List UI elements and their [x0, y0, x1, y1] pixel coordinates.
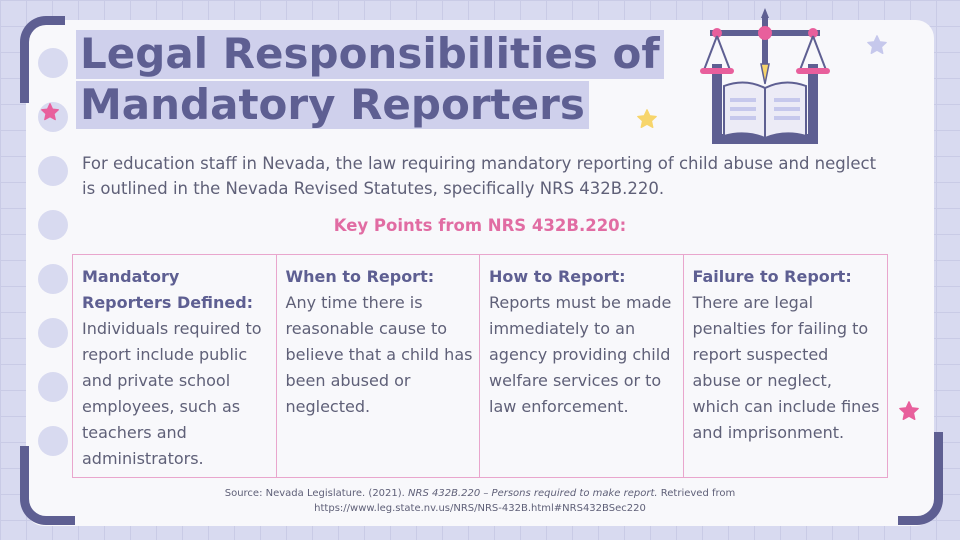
source-work-title: NRS 432B.220 – Persons required to make report. [408, 488, 658, 499]
page-title-line-1: Legal Responsibilities of [76, 30, 664, 79]
intro-paragraph: For education staff in Nevada, the law requiring mandatory reporting of child abuse and neglect is outlined in the Nevada Revised Statutes, specifically NRS 432B.220. [82, 154, 877, 198]
star-icon [866, 34, 888, 56]
key-point-heading: How to Report: [489, 267, 626, 286]
source-url: https://www.leg.state.nv.us/NRS/NRS-432B.html#NRS432BSec220 [314, 503, 646, 514]
punch-hole [38, 372, 68, 402]
corner-bracket-top-left [20, 16, 65, 103]
key-point-heading: When to Report: [285, 267, 435, 286]
source-suffix: Retrieved from [657, 488, 736, 499]
punch-hole [38, 264, 68, 294]
source-prefix: Source: Nevada Legislature. (2021). [224, 488, 409, 499]
page-title [76, 30, 664, 131]
punch-hole [38, 318, 68, 348]
source-citation [0, 486, 960, 516]
star-icon [40, 102, 60, 122]
key-point-how-to-report [480, 255, 684, 477]
star-icon [898, 400, 920, 422]
scales-of-justice-with-book-icon [690, 6, 840, 151]
key-point-body: Any time there is reasonable cause to believe that a child has been abused or neglected. [285, 293, 473, 416]
page-title-line-2: Mandatory Reporters [76, 81, 589, 130]
key-points-heading: Key Points from NRS 432B.220: [333, 216, 627, 235]
key-point-body: Reports must be made immediately to an agency providing child welfare services or to law enforcement. [489, 293, 672, 416]
key-point-heading: Mandatory Reporters Defined: [82, 267, 254, 312]
key-point-body: Individuals required to report include public and private school employees, such as teachers and administrators. [82, 319, 262, 468]
key-points-table [72, 254, 888, 478]
key-point-body: There are legal penalties for failing to report suspected abuse or neglect, which can include fines and imprisonment. [692, 293, 880, 442]
key-point-heading: Failure to Report: [692, 267, 852, 286]
key-point-mandatory-reporters [73, 255, 277, 477]
key-point-when-to-report [277, 255, 481, 477]
punch-hole [38, 156, 68, 186]
key-point-failure-to-report [684, 255, 888, 477]
